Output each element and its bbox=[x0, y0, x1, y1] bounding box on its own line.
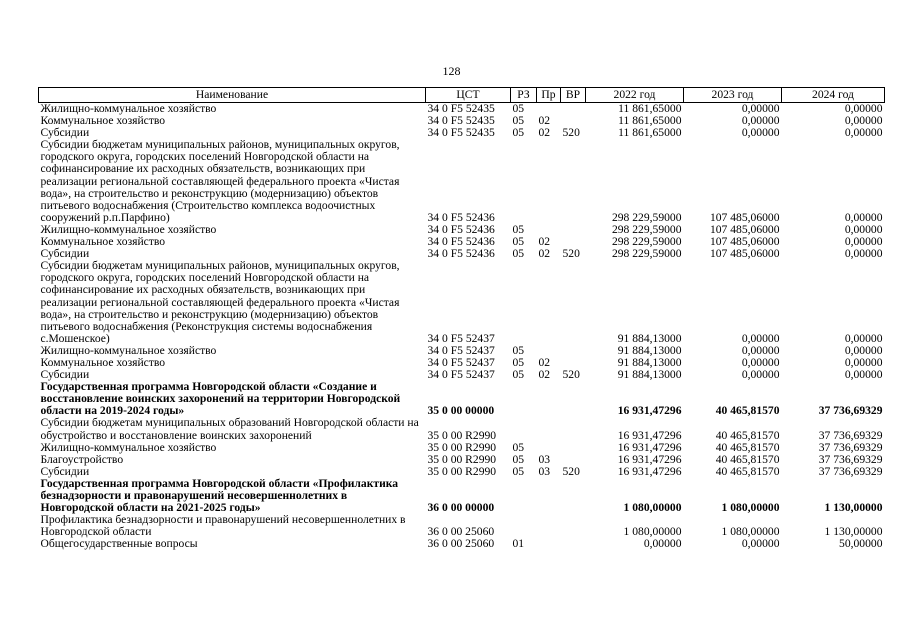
cell-cst: 34 0 F5 52437 bbox=[427, 343, 495, 357]
cell-2023: 40 465,81570 bbox=[715, 464, 780, 478]
cell-2024: 0,00000 bbox=[844, 222, 883, 236]
cell-rz: 05 bbox=[512, 222, 525, 236]
cell-pr: 02 bbox=[538, 355, 551, 369]
cell-2024: 37 736,69329 bbox=[818, 464, 883, 478]
cell-name: Субсидии бюджетам муниципальных образований Новгородской области на обустройство и восстановление воинских захоронений bbox=[40, 416, 419, 442]
cell-vr bbox=[561, 224, 586, 236]
cell-rz bbox=[511, 260, 537, 345]
cell-2022: 16 931,47296 bbox=[617, 440, 682, 454]
cell-2024: 1 130,00000 bbox=[824, 525, 883, 539]
cell-cst: 34 0 F5 52436 bbox=[427, 247, 495, 261]
cell-2022: 91 884,13000 bbox=[617, 355, 682, 369]
cell-rz: 05 bbox=[512, 126, 525, 140]
cell-2024: 0,00000 bbox=[844, 343, 883, 357]
cell-vr bbox=[561, 260, 586, 345]
cell-name: Общегосударственные вопросы bbox=[40, 537, 198, 551]
cell-2024: 0,00000 bbox=[844, 331, 883, 345]
cell-cst: 35 0 00 R2990 bbox=[427, 452, 497, 466]
cell-pr: 02 bbox=[538, 114, 551, 128]
cell-2024: 50,00000 bbox=[839, 537, 883, 551]
cell-rz: 05 bbox=[512, 343, 525, 357]
cell-cst: 34 0 F5 52437 bbox=[427, 355, 495, 369]
cell-pr: 02 bbox=[538, 235, 551, 249]
cell-2022: 298 229,59000 bbox=[611, 210, 682, 224]
cell-vr bbox=[561, 454, 586, 466]
cell-2024: 0,00000 bbox=[844, 210, 883, 224]
cell-rz bbox=[511, 417, 537, 441]
cell-2022: 11 861,65000 bbox=[618, 102, 682, 115]
cell-name: Коммунальное хозяйство bbox=[40, 355, 166, 369]
header-pr: Пр bbox=[537, 88, 561, 103]
cell-pr: 03 bbox=[538, 452, 551, 466]
cell-2022: 91 884,13000 bbox=[617, 331, 682, 345]
table-row bbox=[39, 514, 885, 538]
cell-cst: 36 0 00 00000 bbox=[427, 501, 495, 515]
cell-cst: 34 0 F5 52437 bbox=[427, 368, 495, 382]
header-rz: РЗ bbox=[511, 88, 537, 103]
cell-2023: 0,00000 bbox=[741, 102, 780, 115]
cell-name: Жилищно-коммунальное хозяйство bbox=[40, 343, 217, 357]
cell-cst: 34 0 F5 52436 bbox=[427, 222, 495, 236]
cell-2024: 1 130,00000 bbox=[824, 501, 883, 515]
cell-name: Благоустройство bbox=[40, 452, 124, 466]
table-header bbox=[39, 88, 885, 103]
cell-rz: 05 bbox=[512, 102, 525, 115]
cell-cst: 34 0 F5 52436 bbox=[427, 210, 495, 224]
cell-2022: 91 884,13000 bbox=[617, 343, 682, 357]
cell-vr: 520 bbox=[562, 247, 580, 261]
cell-cst: 36 0 00 25060 bbox=[427, 537, 495, 551]
cell-2022: 298 229,59000 bbox=[611, 222, 682, 236]
cell-name: Коммунальное хозяйство bbox=[40, 114, 166, 128]
cell-name: Субсидии bbox=[40, 126, 90, 140]
cell-2022: 91 884,13000 bbox=[617, 368, 682, 382]
header-cst: ЦСТ bbox=[426, 88, 511, 103]
cell-pr bbox=[537, 139, 561, 224]
cell-pr bbox=[537, 381, 561, 417]
cell-2022: 0,00000 bbox=[643, 537, 682, 551]
cell-cst: 35 0 00 R2990 bbox=[427, 428, 497, 442]
cell-vr bbox=[561, 139, 586, 224]
cell-vr bbox=[561, 345, 586, 357]
cell-2024: 0,00000 bbox=[844, 126, 883, 140]
cell-rz: 01 bbox=[512, 537, 525, 551]
cell-2023: 1 080,00000 bbox=[721, 525, 780, 539]
budget-table bbox=[38, 87, 885, 550]
cell-pr bbox=[537, 417, 561, 441]
cell-rz: 05 bbox=[512, 452, 525, 466]
cell-cst: 34 0 F5 52435 bbox=[427, 126, 495, 140]
cell-2023: 40 465,81570 bbox=[715, 452, 780, 466]
cell-name: Субсидии bbox=[40, 464, 90, 478]
cell-vr: 520 bbox=[562, 368, 580, 382]
cell-cst: 34 0 F5 52437 bbox=[427, 331, 495, 345]
cell-pr: 02 bbox=[538, 126, 551, 140]
cell-pr: 02 bbox=[538, 247, 551, 261]
cell-cst: 34 0 F5 52435 bbox=[427, 102, 495, 115]
cell-rz: 05 bbox=[512, 355, 525, 369]
cell-name: Субсидии bbox=[40, 247, 90, 261]
cell-2022: 11 861,65000 bbox=[618, 126, 682, 140]
cell-2023: 40 465,81570 bbox=[715, 404, 780, 418]
cell-2023: 107 485,06000 bbox=[709, 235, 780, 249]
cell-cst: 35 0 00 R2990 bbox=[427, 440, 497, 454]
header-vr: ВР bbox=[561, 88, 586, 103]
cell-vr bbox=[561, 478, 586, 514]
table-row bbox=[39, 260, 885, 345]
cell-rz bbox=[511, 514, 537, 538]
cell-pr: 03 bbox=[538, 464, 551, 478]
cell-2024: 0,00000 bbox=[844, 235, 883, 249]
cell-vr bbox=[561, 514, 586, 538]
cell-pr bbox=[537, 260, 561, 345]
cell-pr bbox=[537, 478, 561, 514]
cell-rz: 05 bbox=[512, 440, 525, 454]
table-row bbox=[39, 478, 885, 514]
cell-cst: 34 0 F5 52436 bbox=[427, 235, 495, 249]
cell-2023: 0,00000 bbox=[741, 114, 780, 128]
cell-pr bbox=[537, 514, 561, 538]
cell-name: Жилищно-коммунальное хозяйство bbox=[40, 102, 217, 115]
cell-name: Государственная программа Новгородской области «Создание и восстановление воинских захоронений на территории Новгородской области на 2019-2024 годы» bbox=[40, 380, 401, 418]
header-2023: 2023 год bbox=[684, 88, 782, 103]
table-row bbox=[39, 139, 885, 224]
cell-2024: 0,00000 bbox=[844, 368, 883, 382]
cell-rz: 05 bbox=[512, 235, 525, 249]
cell-2022: 298 229,59000 bbox=[611, 247, 682, 261]
cell-2022: 16 931,47296 bbox=[617, 452, 682, 466]
cell-2024: 37 736,69329 bbox=[818, 428, 883, 442]
cell-cst: 35 0 00 00000 bbox=[427, 404, 495, 418]
cell-2023: 107 485,06000 bbox=[709, 222, 780, 236]
cell-2023: 40 465,81570 bbox=[715, 428, 780, 442]
cell-cst: 35 0 00 R2990 bbox=[427, 464, 497, 478]
cell-2022: 11 861,65000 bbox=[618, 114, 682, 128]
cell-cst: 36 0 00 25060 bbox=[427, 525, 495, 539]
cell-vr bbox=[561, 538, 586, 550]
cell-vr bbox=[561, 442, 586, 454]
cell-pr bbox=[537, 538, 561, 550]
cell-pr: 02 bbox=[538, 368, 551, 382]
cell-cst: 34 0 F5 52435 bbox=[427, 114, 495, 128]
cell-rz: 05 bbox=[512, 368, 525, 382]
cell-2023: 0,00000 bbox=[741, 343, 780, 357]
cell-2024: 0,00000 bbox=[844, 102, 883, 115]
cell-2023: 0,00000 bbox=[741, 368, 780, 382]
table-body bbox=[39, 103, 885, 551]
cell-vr bbox=[561, 103, 586, 116]
cell-rz bbox=[511, 478, 537, 514]
cell-2024: 37 736,69329 bbox=[818, 452, 883, 466]
cell-2024: 0,00000 bbox=[844, 355, 883, 369]
cell-name: Жилищно-коммунальное хозяйство bbox=[40, 222, 217, 236]
cell-name: Государственная программа Новгородской области «Профилактика безнадзорности и правонарушений несовершеннолетних в Новгородской области на 2021-2025 годы» bbox=[40, 476, 399, 515]
cell-2024: 0,00000 bbox=[844, 114, 883, 128]
cell-name: Субсидии бюджетам муниципальных районов, муниципальных округов, городского округа, городских поселений Новгородской области на софинансирование их расходных обязательств, возникающих при реализации региональной составляющей федерального проекта «Чистая вода», на строительство и реконструкцию (модернизацию) объектов питьевого водоснабжения (Строительство комплекса водоочистных сооружений р.п.Парфино) bbox=[40, 138, 400, 224]
cell-2022: 298 229,59000 bbox=[611, 235, 682, 249]
table-row bbox=[39, 442, 885, 454]
table-row bbox=[39, 381, 885, 417]
cell-2024: 0,00000 bbox=[844, 247, 883, 261]
cell-2023: 107 485,06000 bbox=[709, 247, 780, 261]
cell-2022: 1 080,00000 bbox=[623, 525, 682, 539]
cell-2024: 37 736,69329 bbox=[818, 404, 883, 418]
cell-vr: 520 bbox=[562, 464, 580, 478]
header-name: Наименование bbox=[39, 88, 426, 103]
cell-vr bbox=[561, 417, 586, 441]
cell-name: Коммунальное хозяйство bbox=[40, 235, 166, 249]
cell-rz: 05 bbox=[512, 114, 525, 128]
header-row bbox=[39, 88, 885, 103]
cell-2022: 1 080,00000 bbox=[623, 501, 682, 515]
cell-name: Профилактика безнадзорности и правонарушений несовершеннолетних в Новгородской области bbox=[40, 513, 406, 539]
cell-vr bbox=[561, 381, 586, 417]
cell-rz bbox=[511, 139, 537, 224]
table-row bbox=[39, 454, 885, 466]
cell-2024: 37 736,69329 bbox=[818, 440, 883, 454]
cell-pr bbox=[537, 442, 561, 454]
header-2022: 2022 год bbox=[586, 88, 684, 103]
cell-2022: 16 931,47296 bbox=[617, 428, 682, 442]
cell-name: Субсидии бюджетам муниципальных районов, муниципальных округов, городского округа, городских поселений Новгородской области на софинансирование их расходных обязательств, возникающих при реализации региональной составляющей федерального проекта «Чистая вода», на строительство и реконструкцию (модернизацию) объектов питьевого водоснабжения (Реконструкция системы водоснабжения с.Мошенское) bbox=[40, 259, 400, 345]
cell-rz bbox=[511, 381, 537, 417]
cell-2023: 40 465,81570 bbox=[715, 440, 780, 454]
cell-rz: 05 bbox=[512, 464, 525, 478]
table-row bbox=[39, 417, 885, 441]
table-row bbox=[39, 538, 885, 550]
header-2024: 2024 год bbox=[782, 88, 885, 103]
cell-rz: 05 bbox=[512, 247, 525, 261]
cell-2023: 0,00000 bbox=[741, 126, 780, 140]
cell-2023: 1 080,00000 bbox=[721, 501, 780, 515]
cell-2022: 16 931,47296 bbox=[617, 404, 682, 418]
cell-2023: 0,00000 bbox=[741, 537, 780, 551]
cell-name: Субсидии bbox=[40, 368, 90, 382]
cell-name: Жилищно-коммунальное хозяйство bbox=[40, 440, 217, 454]
cell-vr: 520 bbox=[562, 126, 580, 140]
cell-2023: 0,00000 bbox=[741, 331, 780, 345]
cell-2022: 16 931,47296 bbox=[617, 464, 682, 478]
cell-2023: 107 485,06000 bbox=[709, 210, 780, 224]
page-number: 128 bbox=[442, 64, 461, 78]
cell-2023: 0,00000 bbox=[741, 355, 780, 369]
